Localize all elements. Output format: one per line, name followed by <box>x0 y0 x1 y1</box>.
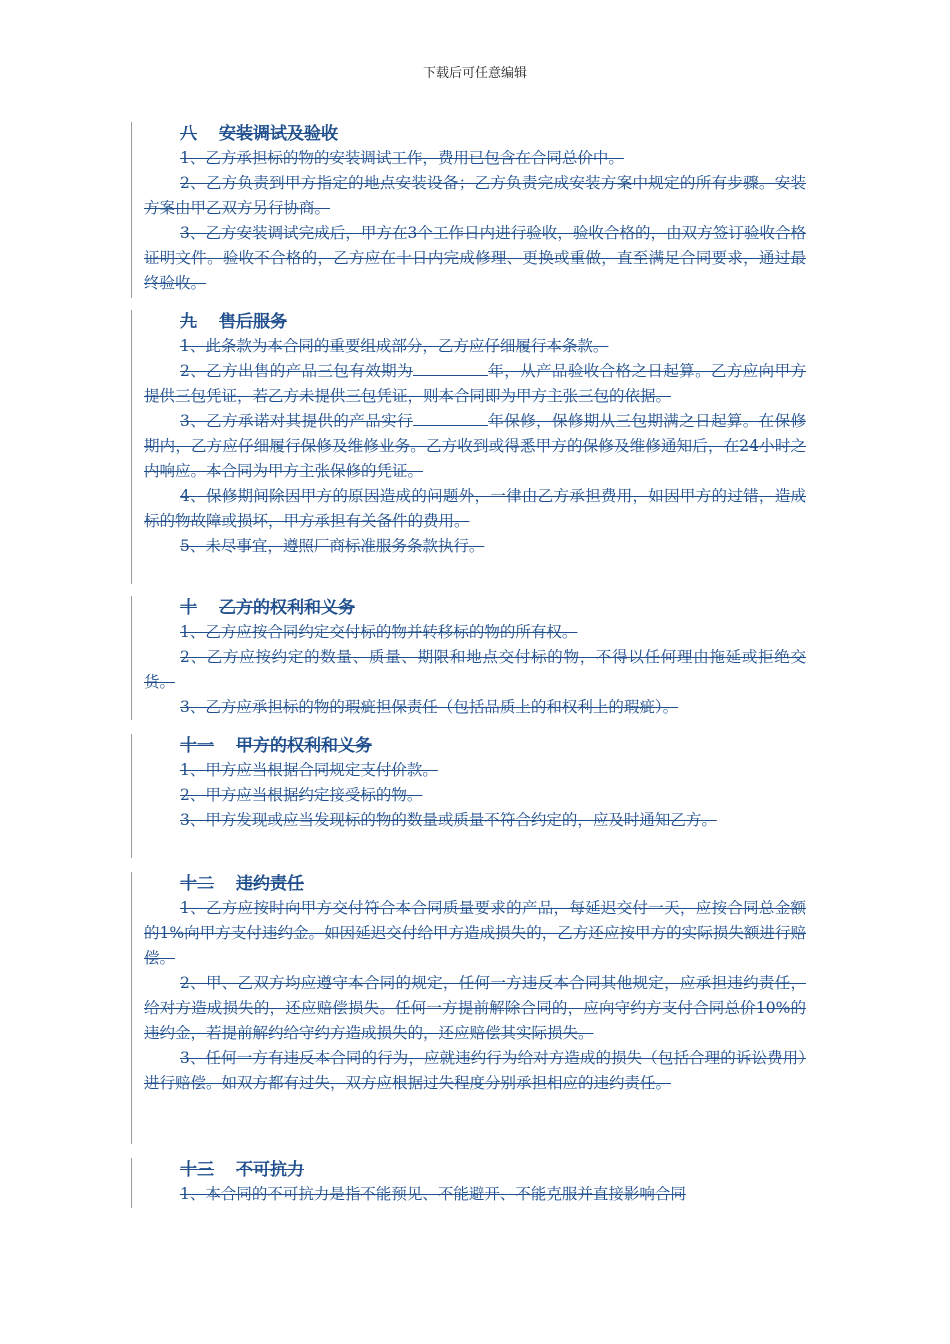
paragraph: 3、乙方应承担标的物的瑕疵担保责任（包括品质上的和权利上的瑕疵）。 <box>180 698 679 716</box>
heading-number: 十 <box>180 598 197 618</box>
heading-number: 十一 <box>180 736 214 756</box>
paragraph: 1、本合同的不可抗力是指不能预见、不能避开、不能克服并直接影响合同 <box>180 1185 686 1203</box>
heading-title: 乙方的权利和义务 <box>219 598 355 618</box>
heading-number: 十三 <box>180 1160 214 1180</box>
heading-number: 九 <box>180 312 197 332</box>
section-heading <box>180 734 806 758</box>
paragraph: 5、未尽事宜，遵照厂商标准服务条款执行。 <box>180 537 485 555</box>
paragraph: 3、甲方发现或应当发现标的物的数量或质量不符合约定的，应及时通知乙方。 <box>180 811 717 829</box>
heading-title: 违约责任 <box>236 874 304 894</box>
heading-number: 八 <box>180 124 197 144</box>
heading-title: 不可抗力 <box>236 1160 304 1180</box>
paragraph: 1、甲方应当根据合同规定支付价款。 <box>180 761 438 779</box>
paragraph: 1、此条款为本合同的重要组成部分，乙方应仔细履行本条款。 <box>180 337 609 355</box>
revision-bar <box>131 872 132 1144</box>
paragraph: 2、甲、乙双方均应遵守本合同的规定，任何一方违反本合同其他规定，应承担违约责任，给对方造成损失的，还应赔偿损失。任何一方提前解除合同的，应向守约方支付合同总价10%的违约金，若提前解约给守约方造成损失的，还应赔偿其实际损失。 <box>144 974 806 1042</box>
heading-title: 售后服务 <box>219 312 287 332</box>
revision-bar <box>131 122 132 298</box>
paragraph <box>144 409 806 484</box>
revision-bar <box>131 596 132 720</box>
paragraph: 1、乙方应按合同约定交付标的物并转移标的物的所有权。 <box>180 623 578 641</box>
paragraph-text: 年保修，保修期从三包期满之日起算。在保修期内，乙方应仔细履行保修及维修业务。乙方收到或得悉甲方的保修及维修通知后，在24小时之内响应。本合同为甲方主张保修的凭证。 <box>144 412 806 480</box>
page-header: 下载后可任意编辑 <box>422 66 527 81</box>
paragraph: 2、甲方应当根据约定接受标的物。 <box>180 786 423 804</box>
section-heading <box>180 310 806 334</box>
paragraph: 1、乙方承担标的物的安装调试工作，费用已包含在合同总价中。 <box>180 149 624 167</box>
paragraph: 2、乙方负责到甲方指定的地点安装设备；乙方负责完成安装方案中规定的所有步骤。安装方案由甲乙双方另行协商。 <box>144 174 806 217</box>
paragraph-text: 年，从产品验收合格之日起算。乙方应向甲方提供三包凭证，若乙方未提供三包凭证，则本合同即为甲方主张三包的依据。 <box>144 362 806 405</box>
fill-blank <box>413 361 488 376</box>
revision-bar <box>131 310 132 584</box>
section-heading <box>180 122 806 146</box>
section-heading <box>180 872 806 896</box>
paragraph: 3、任何一方有违反本合同的行为，应就违约行为给对方造成的损失（包括合理的诉讼费用）进行赔偿。如双方都有过失，双方应根据过失程度分别承担相应的违约责任。 <box>144 1049 806 1092</box>
heading-title: 安装调试及验收 <box>219 124 338 144</box>
paragraph <box>144 359 806 409</box>
paragraph: 1、乙方应按时向甲方交付符合本合同质量要求的产品，每延迟交付一天，应按合同总金额的1%向甲方支付违约金。如因延迟交付给甲方造成损失的，乙方还应按甲方的实际损失额进行赔偿。 <box>144 899 806 967</box>
paragraph: 3、乙方安装调试完成后，甲方在3个工作日内进行验收，验收合格的，由双方签订验收合格证明文件。验收不合格的，乙方应在十日内完成修理、更换或重做，直至满足合同要求，通过最终验收。 <box>144 224 806 292</box>
section-heading <box>180 1158 806 1182</box>
paragraph: 2、乙方应按约定的数量、质量、期限和地点交付标的物，不得以任何理由拖延或拒绝交货。 <box>144 648 806 691</box>
revision-bar <box>131 734 132 858</box>
paragraph: 4、保修期间除因甲方的原因造成的问题外，一律由乙方承担费用，如因甲方的过错，造成标的物故障或损坏，甲方承担有关备件的费用。 <box>144 487 806 530</box>
section-heading <box>180 596 806 620</box>
fill-blank <box>413 411 488 426</box>
heading-title: 甲方的权利和义务 <box>236 736 372 756</box>
paragraph-text: 3、乙方承诺对其提供的产品实行 <box>180 412 413 430</box>
heading-number: 十二 <box>180 874 214 894</box>
revision-bar <box>131 1158 132 1208</box>
paragraph-text: 2、乙方出售的产品三包有效期为 <box>180 362 413 380</box>
